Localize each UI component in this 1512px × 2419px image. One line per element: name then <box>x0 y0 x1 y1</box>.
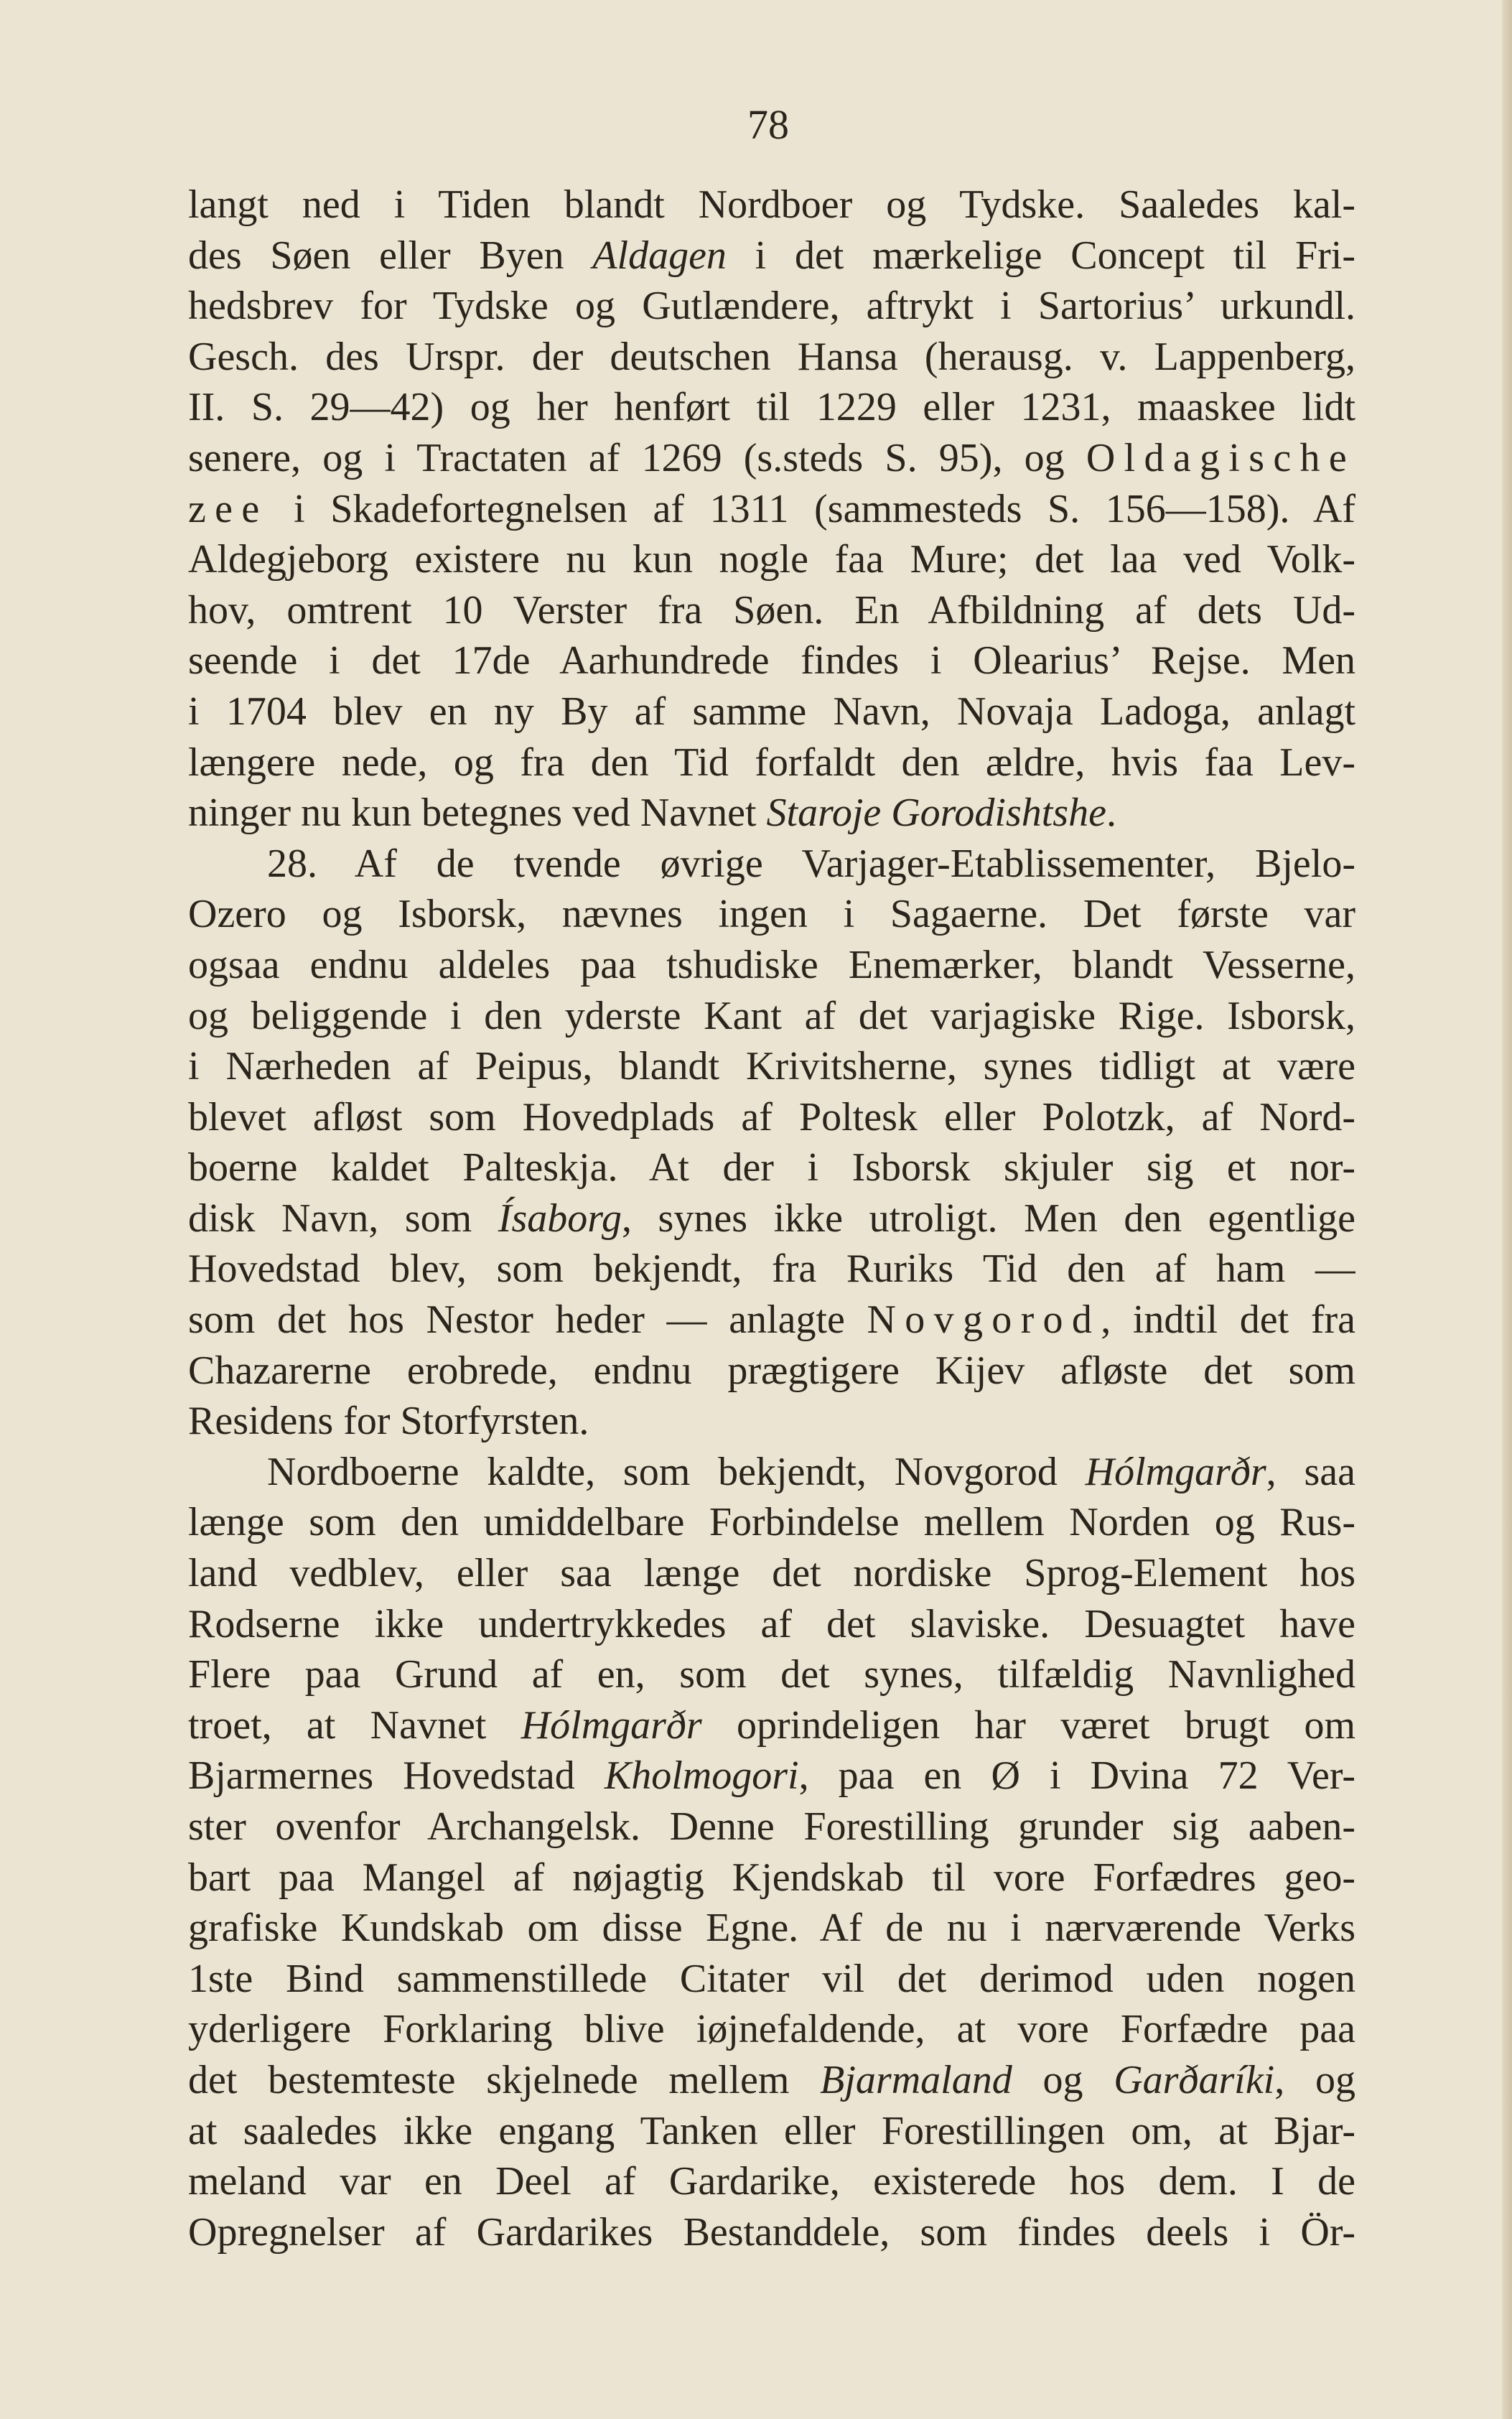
text-line: længere nede, og fra den Tid forfaldt den ældre, hvis faa Lev- <box>188 740 1355 785</box>
text-line: blevet afløst som Hovedplads af Poltesk eller Polotzk, af Nord- <box>188 1094 1355 1139</box>
body-text <box>188 180 1355 2257</box>
place-name-holmgardr: Hólmgarðr <box>1085 1449 1266 1494</box>
text-line: bart paa Mangel af nøjagtig Kjendskab til vore Forfædres geo- <box>188 1855 1355 1900</box>
paragraph-end-line: Residens for Storfyrsten. <box>188 1399 589 1444</box>
text-line: Bjarmernes Hovedstad Kholmogori, paa en Ø i Dvina 72 Ver- <box>188 1753 1355 1799</box>
text-line: Ozero og Isborsk, nævnes ingen i Sagaerne. Det første var <box>188 892 1355 937</box>
text-line: som det hos Nestor heder — anlagte Novgorod, indtil det fra <box>188 1297 1355 1343</box>
text-line: hedsbrev for Tydske og Gutlændere, aftrykt i Sartorius’ urkundl. <box>188 284 1355 329</box>
text-line: i 1704 blev en ny By af samme Navn, Novaja Ladoga, anlagt <box>188 689 1355 734</box>
place-name-kholmogori: Kholmogori <box>604 1753 799 1799</box>
text-line: hov, omtrent 10 Verster fra Søen. En Afbildning af dets Ud- <box>188 587 1355 633</box>
text-line: seende i det 17de Aarhundrede findes i Olearius’ Rejse. Men <box>188 638 1355 684</box>
text-line: des Søen eller Byen Aldagen i det mærkelige Concept til Fri- <box>188 233 1355 278</box>
place-name-holmgardr: Hólmgarðr <box>521 1702 702 1748</box>
text-line: Aldegjeborg existere nu kun nogle faa Mure; det laa ved Volk- <box>188 537 1355 582</box>
place-name-bjarmaland: Bjarmaland <box>820 2057 1012 2102</box>
text-line: troet, at Navnet Hólmgarðr oprindeligen har været brugt om <box>188 1702 1355 1748</box>
text-line: Gesch. des Urspr. der deutschen Hansa (herausg. v. Lappenberg, <box>188 334 1355 379</box>
text-line: disk Navn, som Ísaborg, synes ikke utroligt. Men den egentlige <box>188 1195 1355 1241</box>
text-line: ogsaa endnu aldeles paa tshudiske Enemærker, blandt Vesserne, <box>188 942 1355 987</box>
text-line: yderligere Forklaring blive iøjnefaldende, at vore Forfædre paa <box>188 2007 1355 2052</box>
text-line: 1ste Bind sammenstillede Citater vil det derimod uden nogen <box>188 1956 1355 2001</box>
paragraph-start-line: Nordboerne kaldte, som bekjendt, Novgorod Hólmgarðr, saa <box>267 1449 1355 1494</box>
paragraph-start-line: 28. Af de tvende øvrige Varjager-Etablissementer, Bjelo- <box>267 841 1355 886</box>
paragraph-end-line: ninger nu kun betegnes ved Navnet Staroje Gorodishtshe. <box>188 791 1116 836</box>
text-line: boerne kaldet Palteskja. At der i Isborsk skjuler sig et nor- <box>188 1145 1355 1190</box>
text-line: senere, og i Tractaten af 1269 (s.steds S. 95), og Oldagische <box>188 435 1355 480</box>
text-line: i Nærheden af Peipus, blandt Krivitsherne, synes tidligt at være <box>188 1044 1355 1089</box>
text-line: II. S. 29—42) og her henført til 1229 eller 1231, maaskee lidt <box>188 385 1355 430</box>
text-line: Opregnelser af Gardarikes Bestanddele, som findes deels i Ör- <box>188 2209 1355 2255</box>
text-line: Flere paa Grund af en, som det synes, tilfældig Navnlighed <box>188 1652 1355 1697</box>
text-line: Hovedstad blev, som bekjendt, fra Ruriks Tid den af ham — <box>188 1246 1355 1292</box>
place-name-aldagen: Aldagen <box>592 233 727 278</box>
place-name-staroje-gorodishtshe: Staroje Gorodishtshe <box>766 791 1106 836</box>
spaced-term-oldagische: Oldagische <box>1086 435 1355 480</box>
text-line: grafiske Kundskab om disse Egne. Af de nu i nærværende Verks <box>188 1906 1355 1951</box>
text-line: land vedblev, eller saa længe det nordiske Sprog-Element hos <box>188 1551 1355 1596</box>
text-line: og beliggende i den yderste Kant af det varjagiske Rige. Isborsk, <box>188 993 1355 1038</box>
spaced-term-novgorod: Novgorod <box>867 1297 1101 1343</box>
page-number: 78 <box>747 101 789 148</box>
page-edge <box>1502 0 1512 2419</box>
place-name-gardariki: Garðaríki <box>1114 2057 1275 2102</box>
spaced-term-zee: zee <box>188 486 269 531</box>
text-line: det bestemteste skjelnede mellem Bjarmaland og Garðaríki, og <box>188 2057 1355 2102</box>
text-line: Chazarerne erobrede, endnu prægtigere Kijev afløste det som <box>188 1348 1355 1393</box>
text-line: ster ovenfor Archangelsk. Denne Forestilling grunder sig aaben- <box>188 1804 1355 1849</box>
text-line: Rodserne ikke undertrykkedes af det slaviske. Desuagtet have <box>188 1601 1355 1646</box>
text-line: zee i Skadefortegnelsen af 1311 (sammesteds S. 156—158). Af <box>188 486 1355 531</box>
place-name-isaborg: Ísaborg <box>498 1195 622 1241</box>
text-line: at saaledes ikke engang Tanken eller Forestillingen om, at Bjar- <box>188 2108 1355 2153</box>
text-line: langt ned i Tiden blandt Nordboer og Tydske. Saaledes kal- <box>188 182 1355 227</box>
text-line: længe som den umiddelbare Forbindelse mellem Norden og Rus- <box>188 1500 1355 1545</box>
text-line: meland var en Deel af Gardarike, existerede hos dem. I de <box>188 2159 1355 2204</box>
